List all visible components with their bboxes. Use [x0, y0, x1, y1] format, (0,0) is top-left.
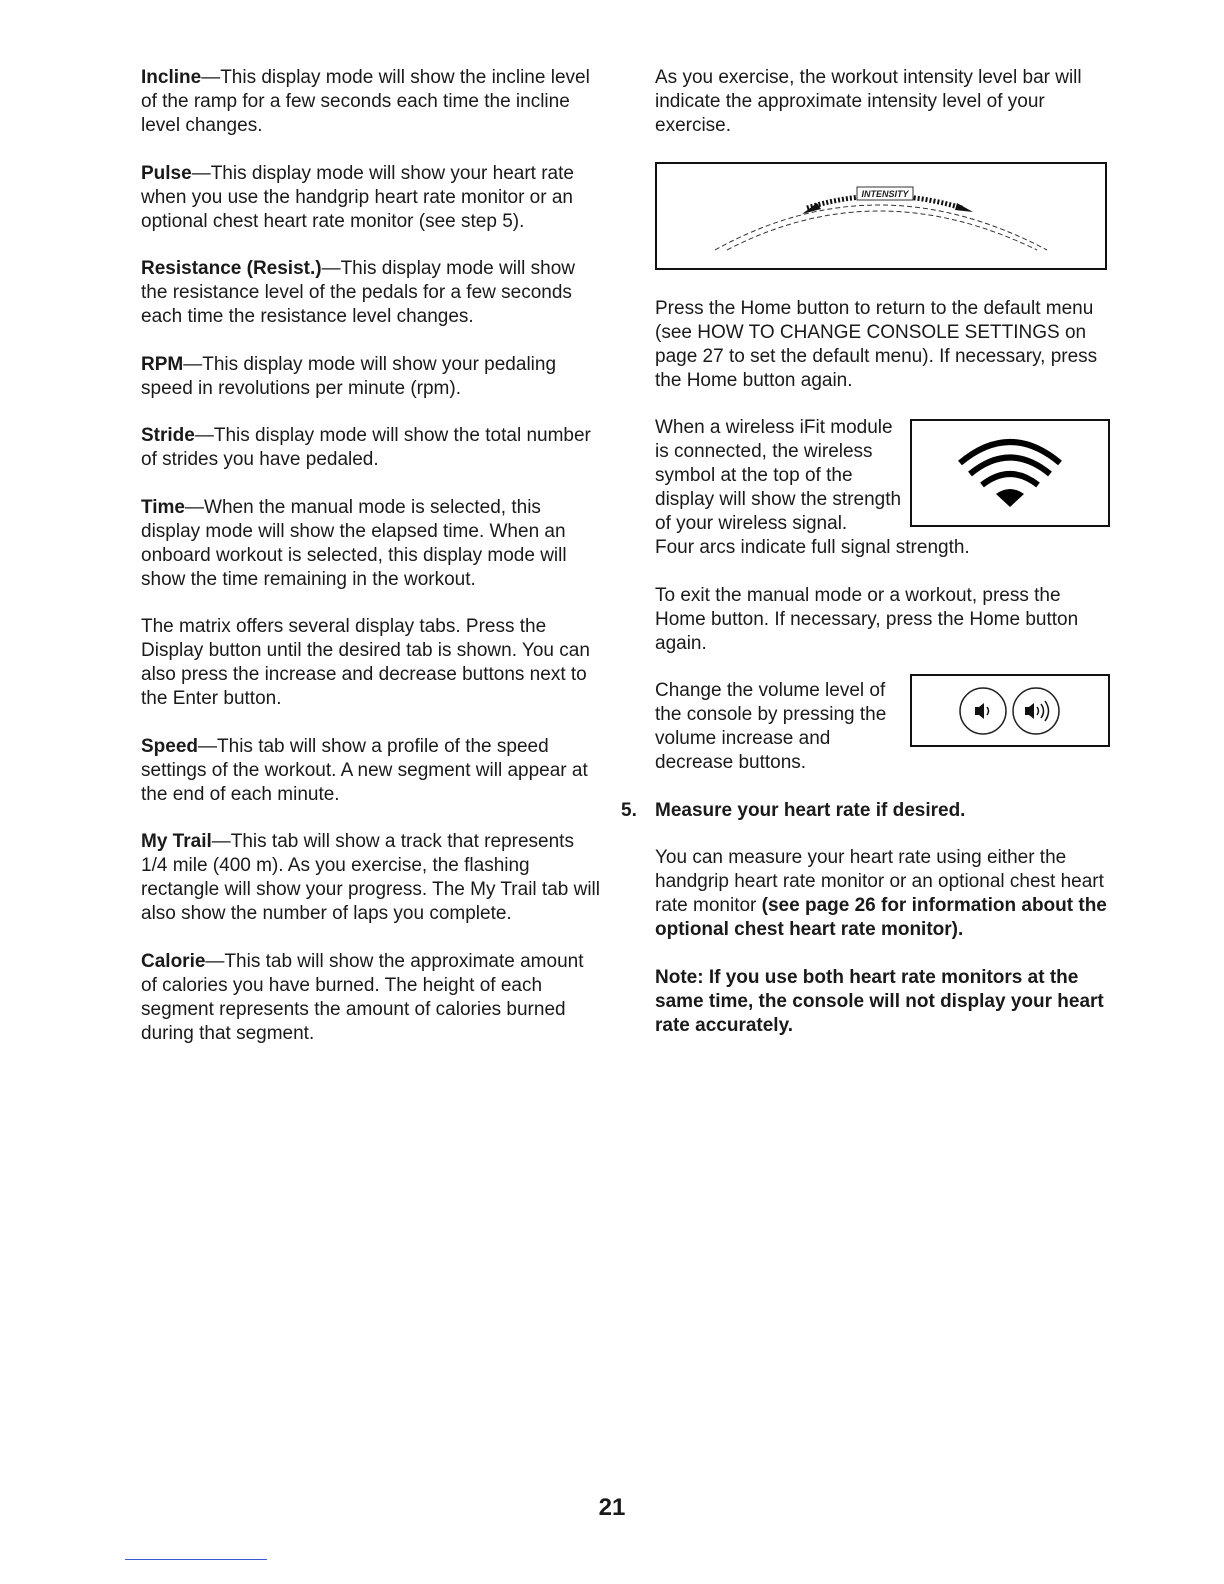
matrix-paragraph: The matrix offers several display tabs. Press the Display button until the desired tab is shown. You can also press the increase and decrease buttons next to the Enter button. — [141, 616, 590, 709]
speed-term: Speed — [141, 735, 199, 757]
resistance-description: —This display mode will show the resistance level of the pedals for a few seconds each time the resistance level changes. — [141, 258, 575, 327]
left-column — [141, 66, 601, 1069]
incline-description: —This display mode will show the incline level of the ramp for a few seconds each time the incline level changes. — [141, 67, 590, 136]
incline-paragraph — [141, 66, 601, 138]
intensity-label: INTENSITY — [861, 188, 909, 199]
incline-term: Incline — [141, 67, 202, 88]
time-term: Time — [141, 496, 186, 518]
intensity-intro-paragraph: As you exercise, the workout intensity level bar will indicate the approximate intensity level of your exercise. — [655, 67, 1082, 136]
time-paragraph — [141, 496, 601, 592]
rpm-paragraph — [141, 353, 601, 401]
measure-bold-text: (see page 26 for information about the optional chest heart rate monitor). — [655, 895, 1107, 940]
speed-description: —This tab will show a profile of the speed settings of the workout. A new segment will appear at the end of each minute. — [141, 735, 588, 805]
note-paragraph: Note: If you use both heart rate monitors at the same time, the console will not display your heart rate accurately. — [655, 966, 1104, 1036]
resistance-term: Resistance (Resist.) — [141, 258, 322, 279]
volume-section — [655, 679, 1110, 775]
measure-text: You can measure your heart rate using either the handgrip heart rate monitor or an optional chest heart rate monitor — [655, 847, 1104, 916]
resistance-paragraph — [141, 257, 601, 329]
measure-paragraph — [655, 846, 1110, 942]
calorie-paragraph — [141, 950, 601, 1046]
pulse-term: Pulse — [141, 162, 192, 184]
page-number: 21 — [598, 1494, 626, 1521]
step-title: Measure your heart rate if desired. — [655, 799, 966, 821]
home-paragraph: Press the Home button to return to the default menu (see HOW TO CHANGE CONSOLE SETTINGS on page 27 to set the default menu). If necessary, press the Home button again. — [655, 297, 1098, 391]
footer-rule — [125, 1559, 267, 1560]
exit-paragraph: To exit the manual mode or a workout, press the Home button. If necessary, press the Home button again. — [655, 584, 1079, 654]
stride-description: —This display mode will show the total number of strides you have pedaled. — [141, 425, 591, 470]
step-5-heading — [621, 799, 1110, 823]
calorie-term: Calorie — [141, 950, 206, 972]
pulse-paragraph — [141, 162, 601, 234]
wireless-section — [655, 416, 1110, 560]
my-trail-paragraph — [141, 830, 601, 926]
stride-term: Stride — [141, 425, 195, 446]
pulse-description: —This display mode will show your heart rate when you use the handgrip heart rate monitor or an optional chest heart rate monitor (see step 5). — [141, 162, 574, 232]
wireless-full-paragraph: Four arcs indicate full signal strength. — [655, 537, 970, 558]
stride-paragraph — [141, 424, 601, 472]
step-number: 5. — [621, 799, 637, 821]
rpm-description: —This display mode will show your pedaling speed in revolutions per minute (rpm). — [141, 353, 557, 399]
intensity-bar-icon — [657, 164, 1105, 268]
my-trail-term: My Trail — [141, 831, 212, 852]
rpm-term: RPM — [141, 353, 184, 375]
speed-paragraph — [141, 735, 601, 807]
wireless-paragraph: When a wireless iFit module is connected, the wireless symbol at the top of the display will show the strength of your wireless signal. — [655, 417, 902, 534]
calorie-description: —This tab will show the approximate amount of calories you have burned. The height of each segment represents the amount of calories burned during that segment. — [141, 950, 584, 1044]
my-trail-description: —This tab will show a track that represents 1/4 mile (400 m). As you exercise, the flashing rectangle will show your progress. The My Trail tab will also show the number of laps you complete. — [141, 831, 600, 924]
volume-buttons-icon — [912, 676, 1108, 745]
time-description: —When the manual mode is selected, this display mode will show the elapsed time. When an onboard workout is selected, this display mode will show the time remaining in the workout. — [141, 496, 567, 590]
volume-paragraph: Change the volume level of the console by pressing the volume increase and decrease buttons. — [655, 680, 887, 773]
wireless-signal-icon — [912, 421, 1108, 525]
intensity-bar-figure — [655, 162, 1107, 270]
volume-buttons-figure — [910, 674, 1110, 747]
wireless-figure — [910, 419, 1110, 527]
right-column — [621, 66, 1110, 1061]
